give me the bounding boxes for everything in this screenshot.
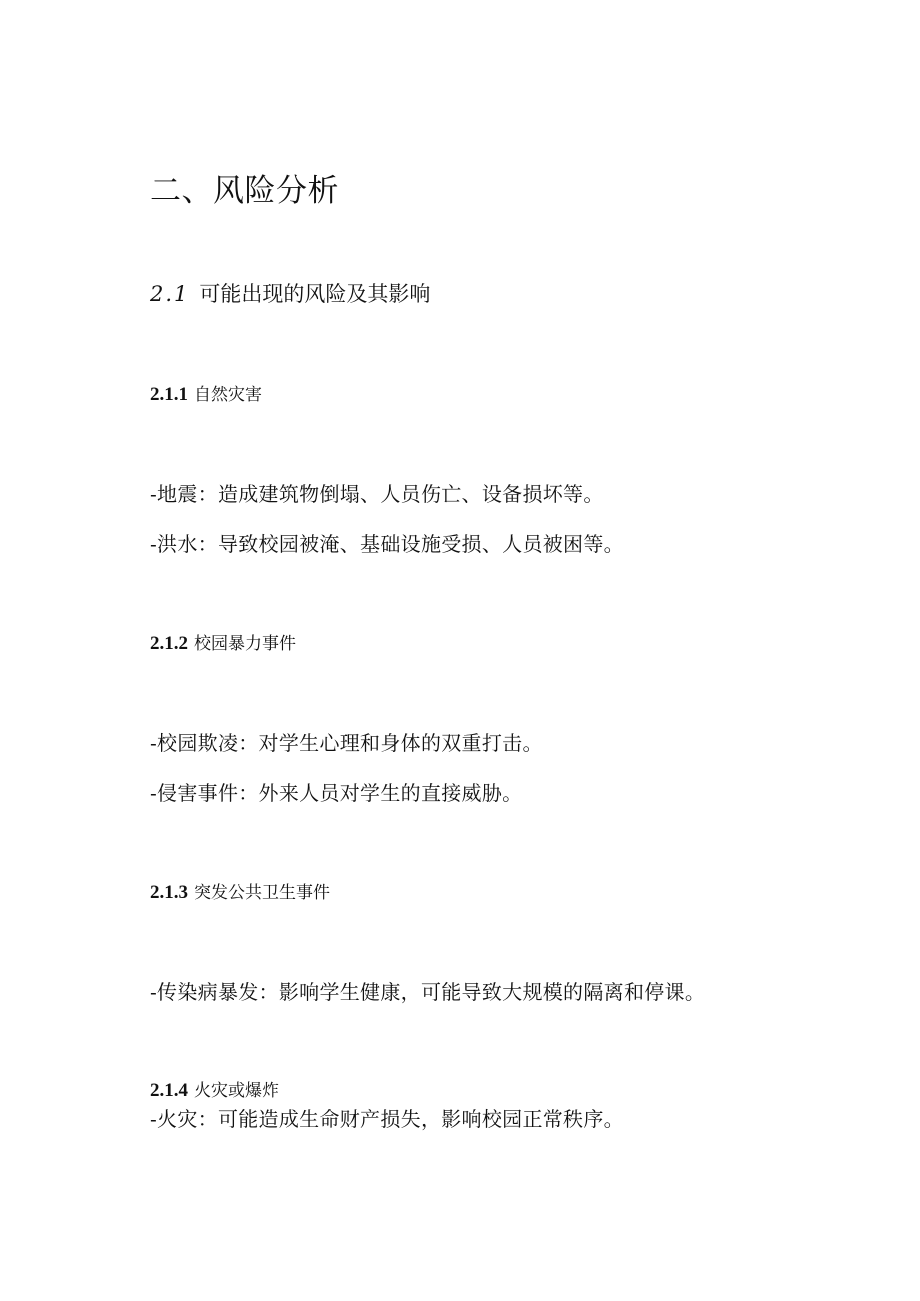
item-heading-public-health bbox=[150, 883, 330, 902]
item-number: 2.1.1 bbox=[150, 384, 188, 405]
subsection-title: 可能出现的风险及其影响 bbox=[199, 282, 431, 306]
bullet-intrusion: -侵害事件：外来人员对学生的直接威胁。 bbox=[150, 781, 523, 805]
item-title: 火灾或爆炸 bbox=[194, 1081, 279, 1100]
item-title: 校园暴力事件 bbox=[194, 634, 296, 653]
bullet-bullying: -校园欺凌：对学生心理和身体的双重打击。 bbox=[150, 731, 543, 755]
subsection-heading bbox=[150, 284, 430, 305]
item-title: 自然灾害 bbox=[194, 385, 262, 404]
item-number: 2.1.3 bbox=[150, 882, 188, 903]
item-heading-natural-disaster bbox=[150, 385, 262, 404]
item-number: 2.1.4 bbox=[150, 1080, 188, 1101]
bullet-epidemic: -传染病暴发：影响学生健康，可能导致大规模的隔离和停课。 bbox=[150, 980, 706, 1004]
bullet-flood: -洪水：导致校园被淹、基础设施受损、人员被困等。 bbox=[150, 532, 624, 556]
item-heading-fire-explosion bbox=[150, 1081, 279, 1100]
item-number: 2.1.2 bbox=[150, 633, 188, 654]
item-heading-school-violence bbox=[150, 634, 296, 653]
subsection-number: 2.1 bbox=[150, 282, 190, 306]
bullet-fire: -火灾：可能造成生命财产损失，影响校园正常秩序。 bbox=[150, 1107, 624, 1131]
section-heading: 二、风险分析 bbox=[150, 173, 339, 208]
item-title: 突发公共卫生事件 bbox=[194, 883, 330, 902]
bullet-earthquake: -地震：造成建筑物倒塌、人员伤亡、设备损坏等。 bbox=[150, 482, 604, 506]
